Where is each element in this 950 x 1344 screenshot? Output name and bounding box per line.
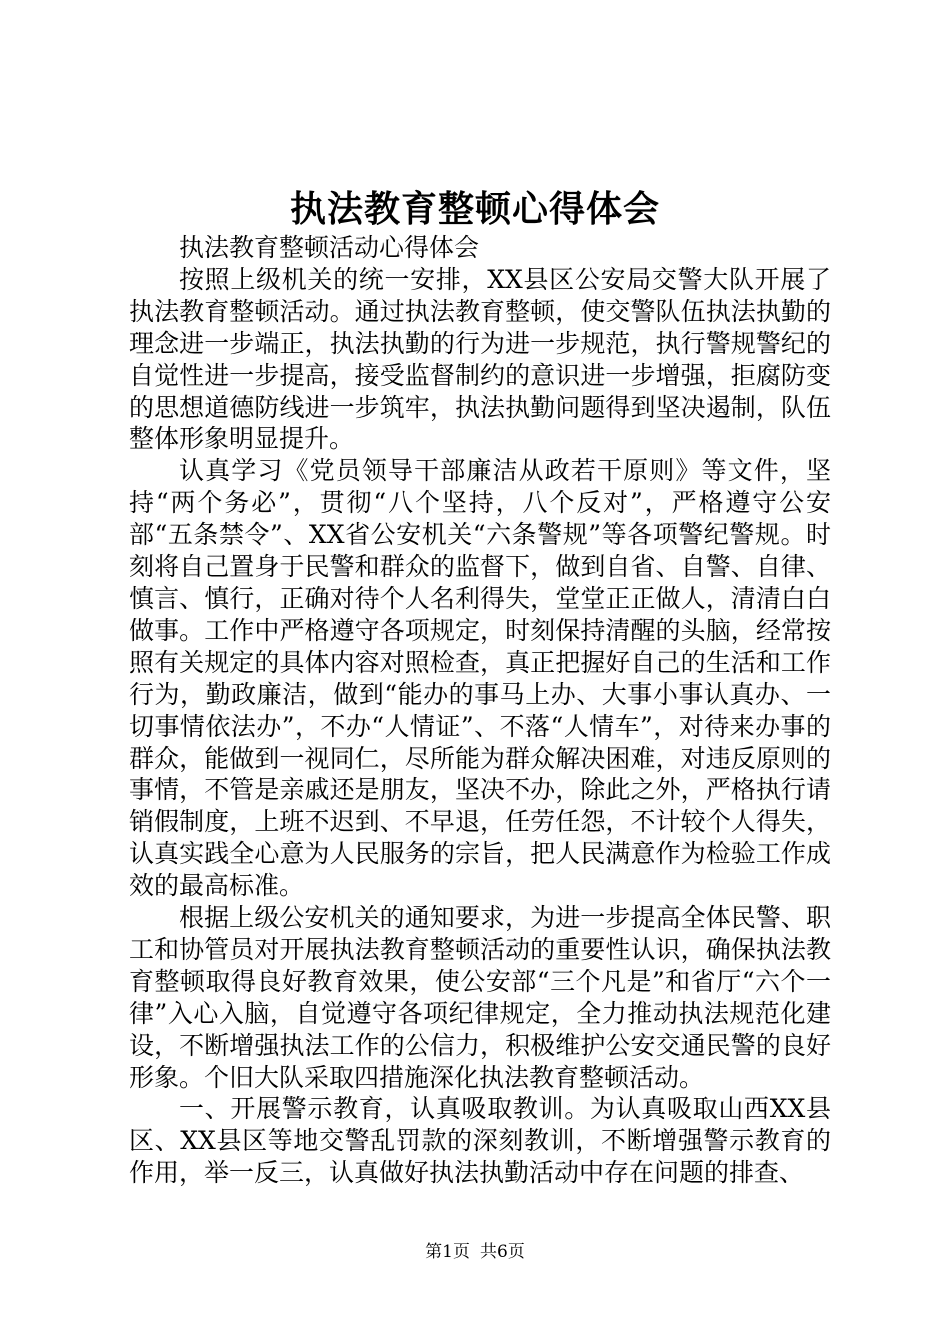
- page-number: 第1页: [425, 1242, 470, 1262]
- paragraph-measure-one: 一、开展警示教育，认真吸取教训。为认真吸取山西XX县区、XX县区等地交警乱罚款的深刻教训，不断增强警示教育的作用，举一反三，认真做好执法执勤活动中存在问题的排查、: [129, 1094, 831, 1188]
- paragraph-subtitle: 执法教育整顿活动心得体会: [179, 233, 480, 262]
- page-total: 共6页: [480, 1242, 525, 1262]
- document-body: [129, 232, 831, 1189]
- document-title: 执法教育整顿心得体会: [289, 188, 660, 230]
- paragraph-intro: 按照上级机关的统一安排，XX县区公安局交警大队开展了执法教育整顿活动。通过执法教育整顿，使交警队伍执法执勤的理念进一步端正，执法执勤的行为进一步规范，执行警规警纪的自觉性进一步提高，接受监督制约的意识进一步增强，拒腐防变的思想道德防线进一步筑牢，执法执勤问题得到坚决遏制，队伍整体形象明显提升。: [129, 264, 831, 454]
- paragraph-study: 认真学习《党员领导干部廉洁从政若干原则》等文件，坚持“两个务必”，贯彻“八个坚持，八个反对”，严格遵守公安部“五条禁令”、XX省公安机关“六条警规”等各项警纪警规。时刻将自己置身于民警和群众的监督下，做到自省、自警、自律、慎言、慎行，正确对待个人名利得失，堂堂正正做人，清清白白做事。工作中严格遵守各项规定，时刻保持清醒的头脑，经常按照有关规定的具体内容对照检查，真正把握好自己的生活和工作行为，勤政廉洁，做到“能办的事马上办、大事小事认真办、一切事情依法办”，不办“人情证”、不落“人情车”，对待来办事的群众，能做到一视同仁，尽所能为群众解决困难，对违反原则的事情，不管是亲戚还是朋友，坚决不办，除此之外，严格执行请销假制度，上班不迟到、不早退，任劳任怨，不计较个人得失，认真实践全心意为人民服务的宗旨，把人民满意作为检验工作成效的最高标准。: [129, 456, 831, 901]
- paragraph-requirements: 根据上级公安机关的通知要求，为进一步提高全体民警、职工和协管员对开展执法教育整顿活动的重要性认识，确保执法教育整顿取得良好教育效果，使公安部“三个凡是”和省厅“六个一律”入心入脑，自觉遵守各项纪律规定，全力推动执法规范化建设，不断增强执法工作的公信力，积极维护公安交通民警的良好形象。个旧大队采取四措施深化执法教育整顿活动。: [129, 903, 831, 1092]
- page-footer: [0, 1240, 950, 1264]
